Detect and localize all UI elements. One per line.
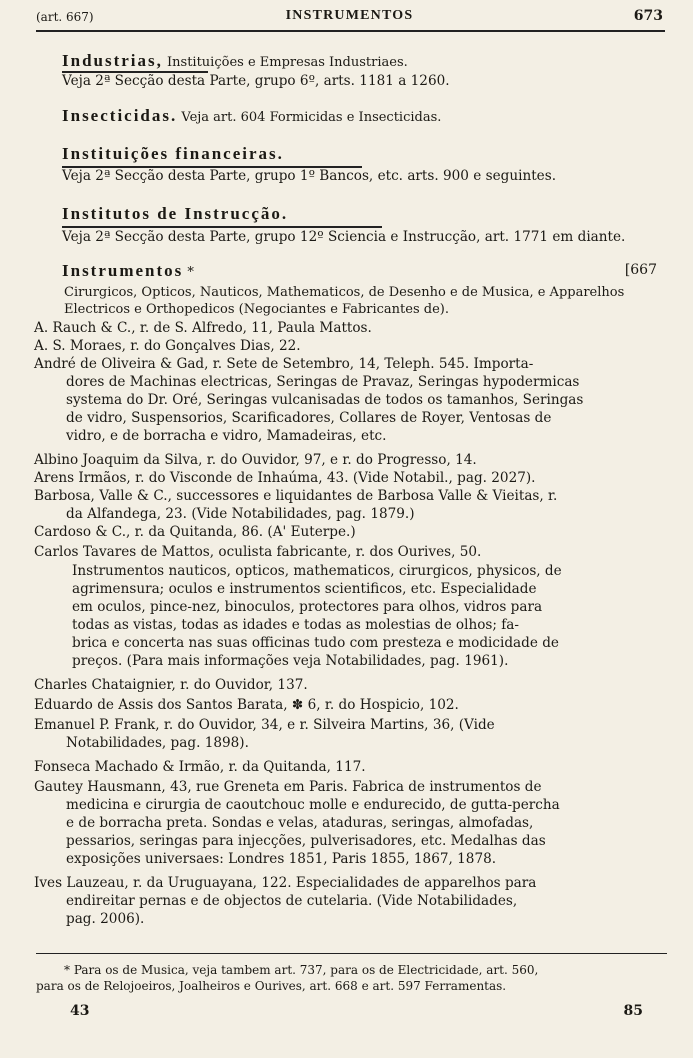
- section-heading: [62, 52, 408, 72]
- entry-line: Carlos Tavares de Mattos, oculista fabricante, r. dos Ourives, 50.: [34, 544, 482, 560]
- entry-line: Notabilidades, pag. 1898).: [66, 735, 249, 751]
- entry-line: Ives Lauzeau, r. da Uruguayana, 122. Especialidades de apparelhos para: [34, 875, 537, 891]
- header-article-ref: (art. 667): [36, 10, 94, 24]
- entry-line: em oculos, pince-nez, binoculos, protectores para olhos, vidros para: [72, 599, 543, 615]
- entry-line: pessarios, seringas para injecções, pulverisadores, etc. Medalhas das: [66, 833, 546, 849]
- entry-line: Electricos e Orthopedicos (Negociantes e Fabricantes de).: [64, 302, 449, 317]
- section-title: Institutos de Instrucção.: [62, 204, 289, 223]
- entry-line: systema do Dr. Oré, Seringas vulcanisadas de todos os tamanhos, Seringas: [66, 392, 584, 408]
- entry-line: de vidro, Suspensorios, Scarificadores, Collares de Royer, Ventosas de: [66, 410, 552, 426]
- section-underline: [62, 226, 382, 228]
- entry-line: A. S. Moraes, r. do Gonçalves Dias, 22.: [34, 338, 301, 354]
- entry-line: Emanuel P. Frank, r. do Ouvidor, 34, e r. Silveira Martins, 36, (Vide: [34, 717, 495, 733]
- entry-line: Fonseca Machado & Irmão, r. da Quitanda, 117.: [34, 759, 366, 775]
- entry-line: preços. (Para mais informações veja Notabilidades, pag. 1961).: [72, 653, 509, 669]
- entry-line: Arens Irmãos, r. do Visconde de Inhaúma, 43. (Vide Notabil., pag. 2027).: [34, 470, 536, 486]
- running-header: [36, 6, 663, 28]
- entry-line: pag. 2006).: [66, 911, 145, 927]
- entry-line: Cirurgicos, Opticos, Nauticos, Mathematicos, de Desenho e de Musica, e Apparelhos: [64, 285, 625, 300]
- header-page-number: 673: [633, 8, 663, 24]
- section-title: Industrias,: [62, 51, 163, 70]
- section-heading: [62, 205, 288, 225]
- footer-number: 85: [623, 1003, 643, 1019]
- entry-line: e de borracha preta. Sondas e velas, ataduras, seringas, almofadas,: [66, 815, 534, 831]
- section-text: Veja art. 604 Formicidas e Insecticidas.: [177, 110, 442, 125]
- entry-line: dores de Machinas electricas, Seringas de Pravaz, Seringas hypodermicas: [66, 374, 580, 390]
- entry-line: André de Oliveira & Gad, r. Sete de Setembro, 14, Teleph. 545. Importa-: [34, 356, 534, 372]
- section-line: Veja 2ª Secção desta Parte, grupo 12º Sciencia e Instrucção, art. 1771 em diante.: [62, 229, 626, 245]
- entry-line: A. Rauch & C., r. de S. Alfredo, 11, Paula Mattos.: [34, 320, 372, 336]
- entry-line: Barbosa, Valle & C., successores e liquidantes de Barbosa Valle & Vieitas, r.: [34, 488, 558, 504]
- header-title: INSTRUMENTOS: [285, 8, 414, 23]
- header-rule: [36, 30, 665, 32]
- footnote-line: para os de Relojoeiros, Joalheiros e Ourives, art. 668 e art. 597 Ferramentas.: [36, 979, 507, 993]
- entry-line: brica e concerta nas suas officinas tudo com presteza e modicidade de: [72, 635, 559, 651]
- section-title: Insecticidas.: [62, 106, 178, 125]
- entry-line: Instrumentos nauticos, opticos, mathematicos, cirurgicos, physicos, de: [72, 563, 562, 579]
- entry-line: agrimensura; oculos e instrumentos scientificos, etc. Especialidade: [72, 581, 537, 597]
- section-heading: [62, 107, 441, 127]
- entry-line: Eduardo de Assis dos Santos Barata, ✽ 6, r. do Hospicio, 102.: [34, 697, 459, 713]
- entry-line: Gautey Hausmann, 43, rue Greneta em Paris. Fabrica de instrumentos de: [34, 779, 542, 795]
- entry-line: vidro, e de borracha e vidro, Mamadeiras, etc.: [66, 428, 387, 444]
- entry-line: endireitar pernas e de objectos de cutelaria. (Vide Notabilidades,: [66, 893, 518, 909]
- article-number: [667: [624, 262, 657, 278]
- footnote-rule: [36, 953, 667, 954]
- footnote-mark: *: [183, 265, 194, 280]
- entry-line: exposições universaes: Londres 1851, Paris 1855, 1867, 1878.: [66, 851, 497, 867]
- entry-line: Albino Joaquim da Silva, r. do Ouvidor, 97, e r. do Progresso, 14.: [34, 452, 477, 468]
- section-text: Instituições e Empresas Industriaes.: [162, 55, 408, 70]
- footnote-line: * Para os de Musica, veja tambem art. 737, para os de Electricidade, art. 560,: [64, 963, 539, 977]
- section-line: Veja 2ª Secção desta Parte, grupo 6º, arts. 1181 a 1260.: [62, 73, 450, 89]
- main-heading: [62, 262, 194, 282]
- entry-line: Cardoso & C., r. da Quitanda, 86. (A' Euterpe.): [34, 524, 356, 540]
- section-heading: [62, 145, 284, 165]
- section-line: Veja 2ª Secção desta Parte, grupo 1º Bancos, etc. arts. 900 e seguintes.: [62, 168, 557, 184]
- section-title: Instituições financeiras.: [62, 144, 284, 163]
- entry-line: todas as vistas, todas as idades e todas as molestias de olhos; fa-: [72, 617, 520, 633]
- signature-number: 43: [70, 1003, 90, 1019]
- entry-line: Charles Chataignier, r. do Ouvidor, 137.: [34, 677, 308, 693]
- main-title: Instrumentos: [62, 261, 184, 280]
- entry-line: medicina e cirurgia de caoutchouc molle e endurecido, de gutta-percha: [66, 797, 560, 813]
- entry-line: da Alfandega, 23. (Vide Notabilidades, pag. 1879.): [66, 506, 415, 522]
